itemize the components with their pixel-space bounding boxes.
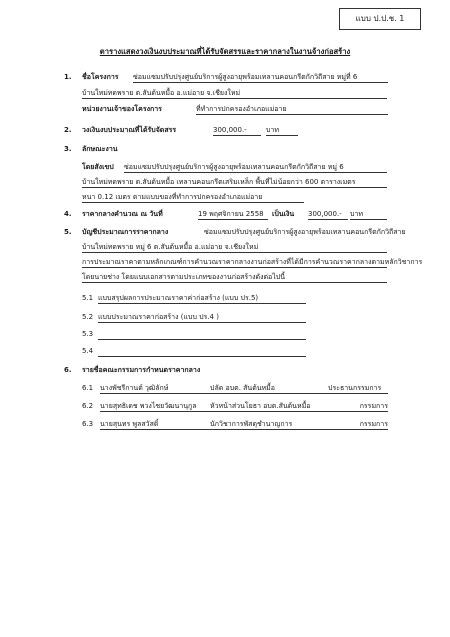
section-4-amount: 300,000.- — [308, 210, 348, 220]
section-4-number: 4. — [64, 210, 72, 218]
section-6-label: รายชื่อคณะกรรมการกำหนดราคากลาง — [82, 366, 201, 374]
section-5-line-3: การประมาณราคาตามหลักเกณฑ์การคำนวณราคากลางงานก่อสร้างที่ได้มีการคำนวณราคากลางตามหลักวิชาการ — [82, 258, 423, 266]
section-3-label: ลักษณะงาน — [82, 145, 118, 153]
section-5-item-number: 5.2 — [82, 313, 94, 321]
committee-member-role: กรรมการ — [328, 402, 388, 412]
form-code-box: แบบ ป.ป.ช. 1 — [339, 8, 421, 30]
committee-member-number: 6.2 — [82, 402, 94, 410]
committee-member-name: นางพัชรีกานต์ วุฒิลักษ์ — [100, 384, 210, 394]
section-1-project-line-2: บ้านใหม่ทดพราย ต.สันต้นหมื้อ อ.แม่อาย จ.เชียงใหม่ — [82, 89, 387, 99]
section-5-item-text: แบบประมาณราคาก่อสร้าง (แบบ ปร.4 ) — [98, 313, 306, 323]
section-4-amount-label: เป็นเงิน — [272, 210, 295, 218]
committee-member-role: ประธานกรรมการ — [328, 384, 388, 394]
section-2-budget-value: 300,000.- — [213, 126, 261, 136]
section-1-project-line-1: ซ่อมแซมปรับปรุงศูนย์บริการผู้สูงอายุพร้อมเทลานคอนกรีตกักวิถีสาย หมู่ที่ 6 — [133, 73, 388, 83]
section-1-agency-label: หน่วยงานเจ้าของโครงการ — [82, 105, 162, 113]
section-5-item-number: 5.3 — [82, 330, 94, 338]
section-5-item-number: 5.1 — [82, 294, 94, 302]
committee-member-number: 6.1 — [82, 384, 94, 392]
committee-member-position: นักวิชาการพัสดุชำนาญการ — [210, 420, 328, 430]
section-3-desc-line-1: ซ่อมแซมปรับปรุงศูนย์บริการผู้สูงอายุพร้อมเทลานคอนกรีตกักวิถีสาย หมู่ 6 — [124, 163, 387, 173]
section-5-item-text: แบบสรุปผลการประมาณราคาค่าก่อสร้าง (แบบ ปร.5) — [98, 294, 306, 304]
committee-member-role: กรรมการ — [328, 420, 388, 430]
section-5-line-2: บ้านใหม่ทดพราย หมู่ 6 ต.สันต้นหมื้อ อ.แม่อาย จ.เชียงใหม่ — [82, 243, 387, 253]
document-title: ตารางแสดงวงเงินงบประมาณที่ได้รับจัดสรรและราคากลางในงานจ้างก่อสร้าง — [99, 47, 351, 56]
section-5-line-4: โดยนายช่าง โดยแนบเอกสารตามประเภทของงานก่อสร้างดังต่อไปนี้ — [82, 273, 387, 283]
section-1-agency-value: ที่ทำการปกครองอำเภอแม่อาย — [196, 105, 388, 115]
section-2-budget-unit: บาท — [266, 126, 298, 136]
section-5-item-text — [98, 330, 306, 340]
committee-member-number: 6.3 — [82, 420, 94, 428]
section-5-number: 5. — [64, 228, 72, 236]
section-6-number: 6. — [64, 366, 72, 374]
section-4-label: ราคากลางคำนวณ ณ วันที่ — [82, 210, 163, 218]
committee-member-name: นายสุนทร พูลสวัสดิ์ — [100, 420, 210, 430]
section-5-line-1: ซ่อมแซมปรับปรุงศูนย์บริการผู้สูงอายุพร้อมเทลานคอนกรีตกักวิถีสาย — [204, 228, 406, 236]
section-3-sub-label: โดยสังเขป — [82, 163, 114, 171]
committee-member-position: ปลัด อบต. สันต้นหมื้อ — [210, 384, 328, 394]
section-5-label: บัญชีประมาณการราคากลาง — [82, 228, 169, 236]
section-4-date: 19 พฤศจิกายน 2558 — [198, 210, 268, 220]
section-2-label: วงเงินงบประมาณที่ได้รับจัดสรร — [82, 126, 177, 134]
section-3-number: 3. — [64, 145, 72, 153]
committee-member-position: หัวหน้าส่วนโยธา อบต.สันต้นหมื้อ — [210, 402, 328, 412]
section-5-item-text — [98, 347, 306, 357]
section-3-desc-line-3: หนา 0.12 เมตร ตามแบบของที่ทำการปกครองอำเภอแม่อาย — [82, 193, 304, 203]
section-2-number: 2. — [64, 126, 72, 134]
committee-member-name: นายสุทธิเดช พวงไชยวัฒนานุกูล — [100, 402, 210, 412]
section-4-unit: บาท — [350, 210, 387, 220]
section-1-label: ชื่อโครงการ — [82, 73, 119, 81]
section-3-desc-line-2: บ้านใหม่ทดพราย ต.สันต้นหมื้อ เทลานคอนกรีตเสริมเหล็ก พื้นที่ไม่น้อยกว่า 600 ตารางเมตร — [82, 178, 387, 188]
section-1-number: 1. — [64, 73, 72, 81]
section-5-item-number: 5.4 — [82, 347, 94, 355]
